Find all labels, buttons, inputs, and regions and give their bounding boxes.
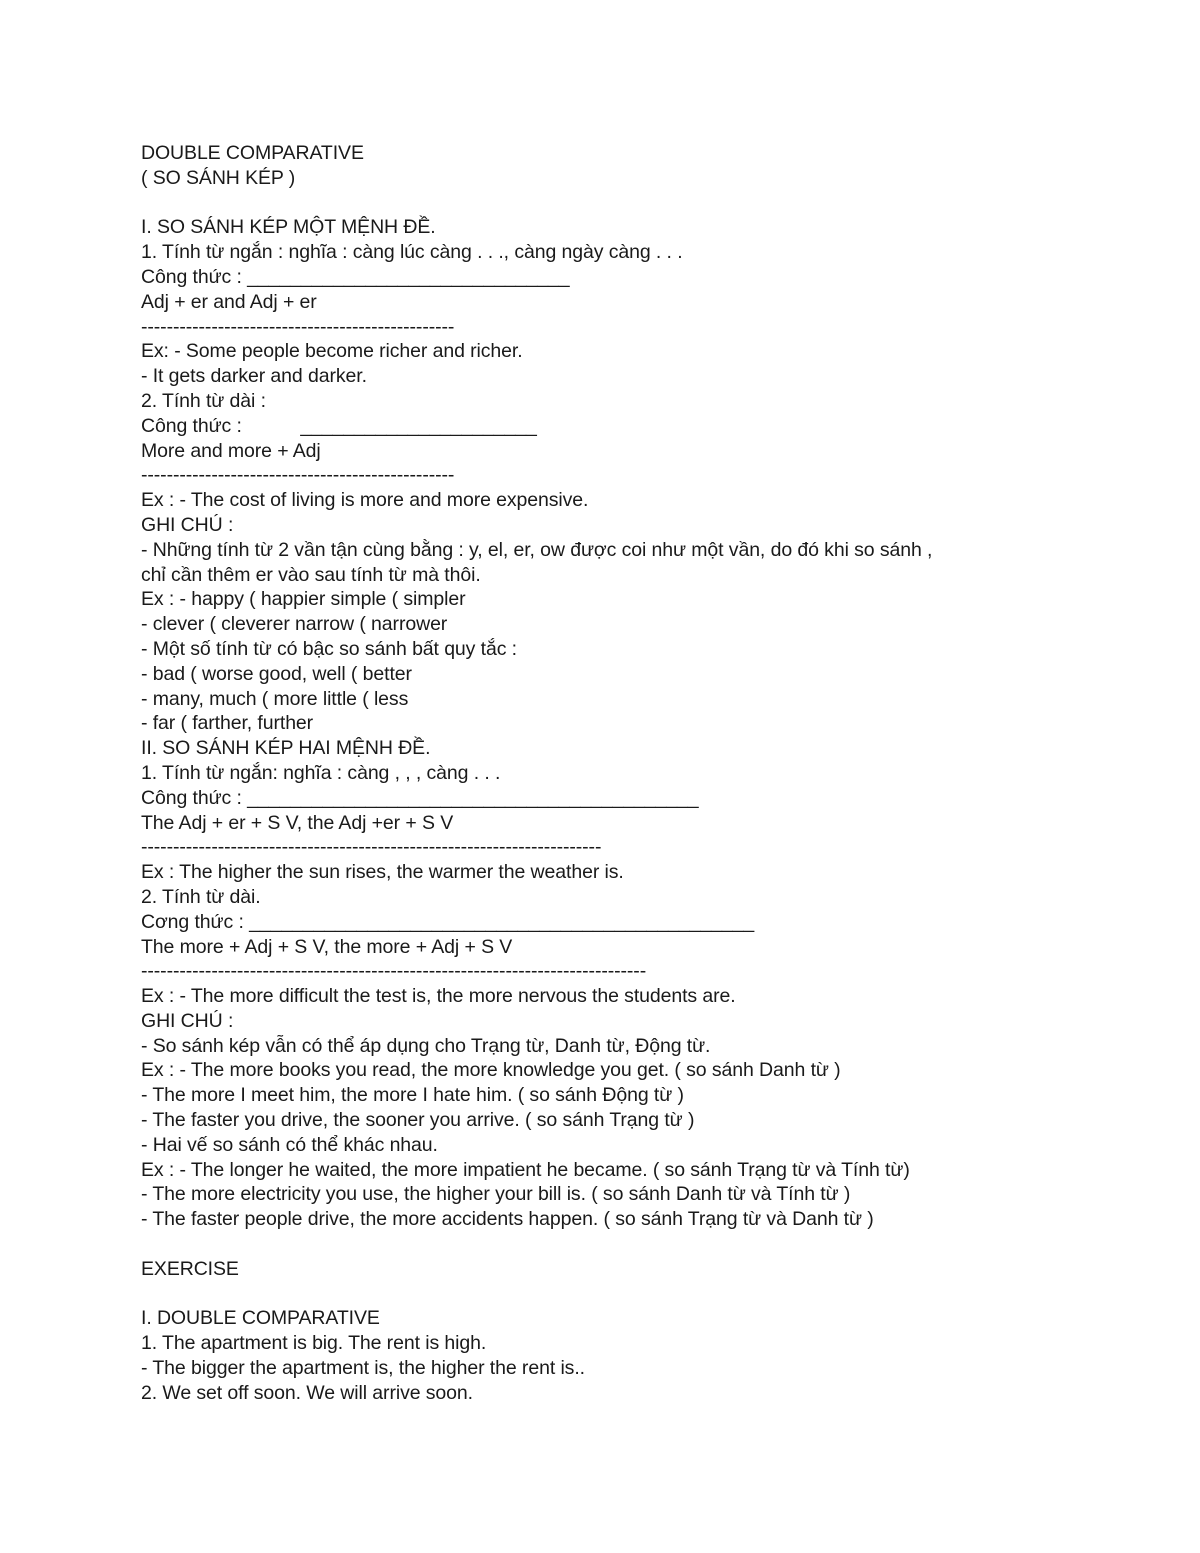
example-line: Ex : - happy ( happier simple ( simpler — [141, 588, 466, 611]
example-line: - bad ( worse good, well ( better — [141, 662, 412, 685]
exercise-section-heading: I. DOUBLE COMPARATIVE — [141, 1307, 380, 1330]
example-line: - clever ( cleverer narrow ( narrower — [141, 613, 448, 636]
example-line: Ex: - Some people become richer and richer. — [141, 340, 523, 363]
formula: Adj + er and Adj + er — [141, 290, 317, 313]
blank-line — [141, 1232, 1141, 1257]
blank-line — [141, 1282, 1141, 1307]
note-line: - Hai vế so sánh có thể khác nhau. — [141, 1133, 438, 1156]
exercise-answer: - The bigger the apartment is, the higher the rent is.. — [141, 1357, 585, 1380]
example-line: - The more electricity you use, the higher your bill is. ( so sánh Danh từ và Tính từ ) — [141, 1183, 851, 1206]
example-line: - far ( farther, further — [141, 712, 314, 735]
exercise-heading: EXERCISE — [141, 1257, 239, 1280]
blank-line — [141, 191, 1141, 216]
example-line: - The faster people drive, the more accidents happen. ( so sánh Trạng từ và Danh từ ) — [141, 1208, 874, 1231]
example-line: - It gets darker and darker. — [141, 365, 367, 388]
document-body — [141, 141, 1141, 1406]
exercise-item: 2. We set off soon. We will arrive soon. — [141, 1381, 473, 1404]
dashed-separator: ------------------------------------------------- — [141, 315, 455, 338]
dashed-separator: ------------------------------------------------- — [141, 464, 455, 487]
note-heading: GHI CHÚ : — [141, 1009, 234, 1032]
note-line: - Một số tính từ có bậc so sánh bất quy tắc : — [141, 637, 517, 660]
doc-subtitle: ( SO SÁNH KÉP ) — [141, 166, 296, 189]
section-heading-2: II. SO SÁNH KÉP HAI MỆNH ĐỀ. — [141, 737, 431, 760]
formula: The more + Adj + S V, the more + Adj + S V — [141, 935, 513, 958]
formula-label: Công thức : ______________________ — [141, 414, 537, 437]
text-line: 2. Tính từ dài : — [141, 389, 266, 412]
formula-label: Cơng thức : _______________________________________________ — [141, 910, 755, 933]
formula: More and more + Adj — [141, 439, 321, 462]
example-line: Ex : - The more difficult the test is, the more nervous the students are. — [141, 985, 736, 1008]
note-line: - Những tính từ 2 vần tận cùng bằng : y, el, er, ow được coi như một vần, do đó khi so sánh , — [141, 538, 933, 561]
exercise-item: 1. The apartment is big. The rent is high. — [141, 1332, 487, 1355]
text-line: 2. Tính từ dài. — [141, 885, 261, 908]
example-line: Ex : - The longer he waited, the more impatient he became. ( so sánh Trạng từ và Tính từ) — [141, 1158, 910, 1181]
note-line: - So sánh kép vẫn có thể áp dụng cho Trạng từ, Danh từ, Động từ. — [141, 1034, 711, 1057]
formula-label: Công thức : ______________________________ — [141, 265, 570, 288]
dashed-separator: ------------------------------------------------------------------------ — [141, 836, 602, 859]
example-line: Ex : - The more books you read, the more knowledge you get. ( so sánh Danh từ ) — [141, 1059, 841, 1082]
formula: The Adj + er + S V, the Adj +er + S V — [141, 811, 454, 834]
example-line: - The faster you drive, the sooner you arrive. ( so sánh Trạng từ ) — [141, 1109, 695, 1132]
note-heading: GHI CHÚ : — [141, 513, 234, 536]
note-line: chỉ cần thêm er vào sau tính từ mà thôi. — [141, 563, 481, 586]
dashed-separator: ------------------------------------------------------------------------------- — [141, 960, 647, 983]
text-line: 1. Tính từ ngắn : nghĩa : càng lúc càng . . ., càng ngày càng . . . — [141, 241, 683, 264]
doc-title: DOUBLE COMPARATIVE — [141, 142, 364, 164]
example-line: - The more I meet him, the more I hate him. ( so sánh Động từ ) — [141, 1084, 684, 1107]
example-line: - many, much ( more little ( less — [141, 687, 409, 710]
section-heading-1: I. SO SÁNH KÉP MỘT MỆNH ĐỀ. — [141, 216, 436, 239]
example-line: Ex : - The cost of living is more and more expensive. — [141, 489, 589, 512]
formula-label: Công thức : __________________________________________ — [141, 786, 699, 809]
example-line: Ex : The higher the sun rises, the warmer the weather is. — [141, 861, 624, 884]
text-line: 1. Tính từ ngắn: nghĩa : càng , , , càng . . . — [141, 761, 501, 784]
